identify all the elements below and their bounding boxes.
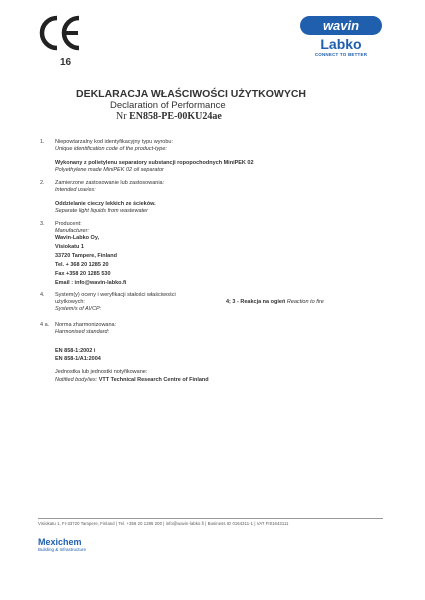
section-3-number: 3. bbox=[40, 221, 45, 227]
section-4a-label-en: Harmonised standard: bbox=[55, 329, 110, 335]
footer-company: Mexichem bbox=[38, 537, 82, 547]
section-4-label-en: System/s of AVCP: bbox=[55, 306, 102, 312]
notified-row bbox=[55, 377, 209, 383]
section-4-value-pl: 4; 3 - Reakcja na ogień bbox=[226, 299, 286, 305]
section-4a-label-pl: Norma zharmonizowana: bbox=[55, 322, 117, 328]
manufacturer-line: Wavin-Labko Oy, bbox=[55, 235, 100, 241]
section-4a-number: 4 a. bbox=[40, 322, 50, 328]
logo-labko: Labko bbox=[320, 36, 362, 52]
ce-number: 16 bbox=[60, 57, 72, 68]
manufacturer-line: Visiokatu 1 bbox=[55, 244, 84, 250]
nr-code: EN858-PE-00KU24ae bbox=[129, 111, 222, 122]
section-2-label-en: Intended use/es: bbox=[55, 187, 96, 193]
section-2-value-pl: Oddzielanie cieczy lekkich ze ścieków. bbox=[55, 201, 156, 207]
logo-wavin: wavin bbox=[300, 16, 382, 35]
section-2-value-en: Separate light liquids from wastewater bbox=[55, 208, 148, 214]
standard-item: EN 858-1:2002 i bbox=[55, 348, 96, 354]
declaration-number bbox=[116, 111, 222, 122]
notified-label-pl: Jednostka lub jednostki notyfikowane: bbox=[55, 369, 148, 375]
standard-item: EN 858-1/A1:2004 bbox=[55, 356, 101, 362]
section-3-label-en: Manufacturer: bbox=[55, 228, 89, 234]
section-1-number: 1. bbox=[40, 139, 45, 145]
nr-prefix: Nr bbox=[116, 111, 127, 122]
footer-divider bbox=[38, 518, 383, 519]
logo-tagline: CONNECT TO BETTER bbox=[314, 52, 368, 57]
ce-mark-icon bbox=[38, 14, 82, 52]
document-subtitle: Declaration of Performance bbox=[110, 100, 226, 111]
section-4-value-en: Reaction to fire bbox=[286, 299, 324, 305]
notified-label-en: Notified body/ies: bbox=[55, 377, 98, 383]
section-4-number: 4. bbox=[40, 292, 45, 298]
section-2-label-pl: Zamierzone zastosowanie lub zastosowania: bbox=[55, 180, 165, 186]
manufacturer-line: Fax +358 20 1285 530 bbox=[55, 271, 111, 277]
footer-contact: Visiokatu 1, FI-33720 Tampere, Finland | Tel. +358 20 1285 200 | info@wavin-labko.fi | Business ID 0164311-1 | VAT FI01643111 bbox=[38, 521, 289, 526]
section-2-number: 2. bbox=[40, 180, 45, 186]
section-4-label-pl: System(y) oceny i weryfikacji stałości właściwości bbox=[55, 292, 176, 298]
manufacturer-line: Tel. + 368 20 1285 20 bbox=[55, 262, 109, 268]
ce-mark bbox=[38, 14, 82, 57]
notified-value: VTT Technical Research Centre of Finland bbox=[98, 377, 209, 383]
section-4-value bbox=[226, 299, 324, 305]
section-1-value-en: Polyethylene made MiniPEK 02 oil separator bbox=[55, 167, 164, 173]
section-4-label-pl-2: użytkowych: bbox=[55, 299, 85, 305]
manufacturer-email: Email : info@wavin-labko.fi bbox=[55, 280, 127, 286]
section-1-label-en: Unique identification code of the product-type: bbox=[55, 146, 167, 152]
document-title: DEKLARACJA WŁAŚCIWOŚCI UŻYTKOWYCH bbox=[76, 88, 307, 100]
section-1-label-pl: Niepowtarzalny kod identyfikacyjny typu wyrobu: bbox=[55, 139, 174, 145]
company-logo bbox=[300, 16, 382, 57]
section-1-value-pl: Wykonany z polietylenu separatory substancji ropopochodnych MiniPEK 02 bbox=[55, 160, 254, 166]
footer-company-sub: Building & Infrastructure bbox=[38, 547, 87, 552]
manufacturer-line: 33720 Tampere, Finland bbox=[55, 253, 117, 259]
section-3-label-pl: Producent: bbox=[55, 221, 82, 227]
